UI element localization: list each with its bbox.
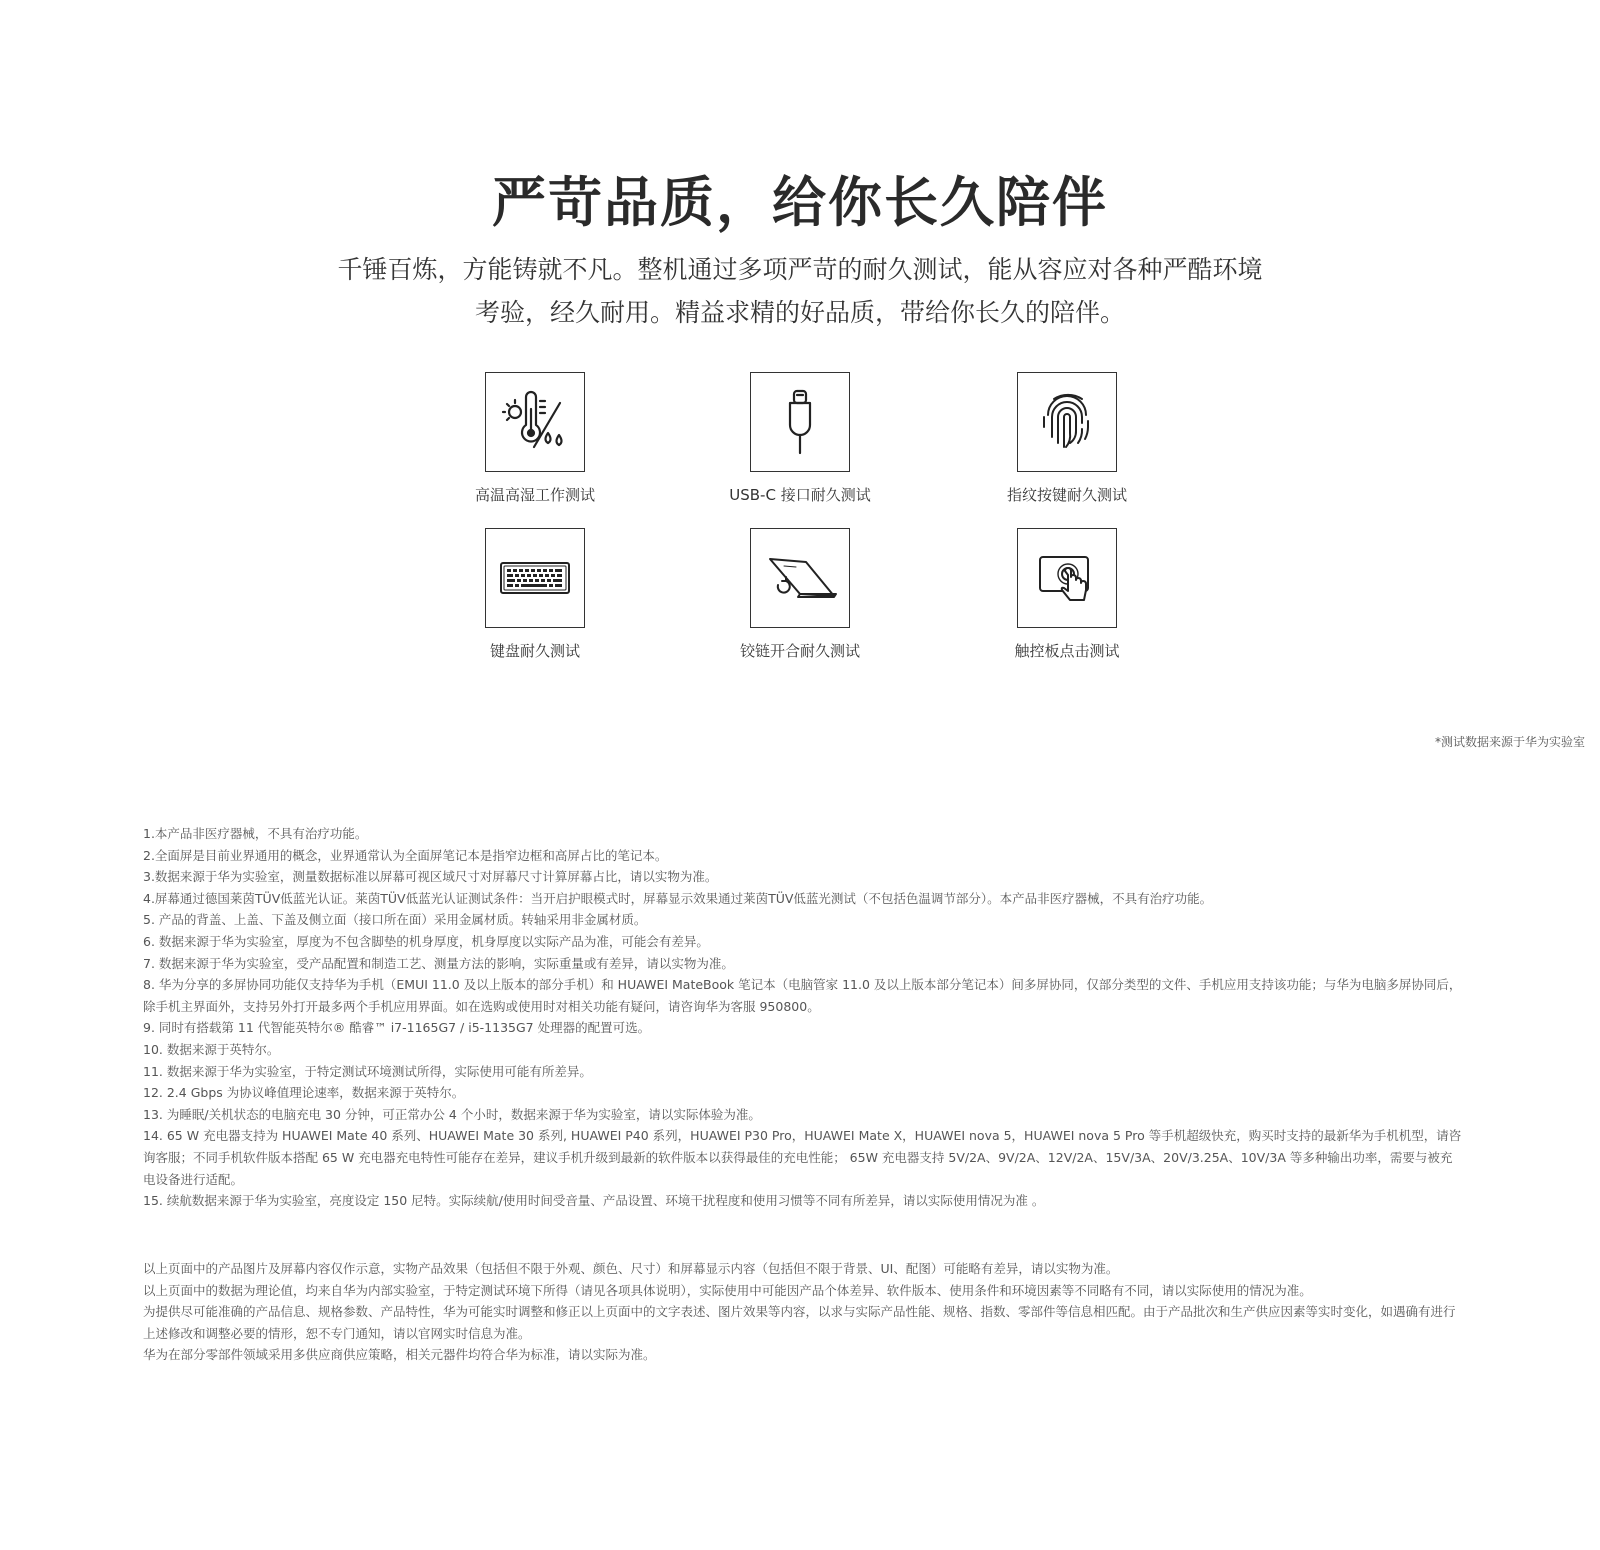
test-item-hinge — [690, 528, 910, 661]
footnote: 10. 数据来源于英特尔。 — [143, 1041, 280, 1057]
usb-c-cable-icon — [750, 372, 850, 472]
footnotes-list — [143, 823, 1463, 1212]
footnote: 7. 数据来源于华为实验室，受产品配置和制造工艺、测量方法的影响，实际重量或有差异，请以实物为准。 — [143, 955, 734, 971]
footnote: 14. 65 W 充电器支持为 HUAWEI Mate 40 系列、HUAWEI Mate 30 系列, HUAWEI P40 系列，HUAWEI P30 Pro，HUAWEI Mate X，HUAWEI nova 5，HUAWEI nova 5 Pro 等手机超级快充，购买时支持的最新华为手机机型，请咨询客服；不同手机软件版本搭配 65 W 充电器充电特性可能存在差异，建议手机升级到最新的软件版本以获得最佳的充电性能； 65W 充电器支持 5V/2A、9V/2A、12V/2A、15V/3A、20V/3.25A、10V/3A 等多种输出功率，需要与被充电设备进行适配。 — [143, 1128, 1462, 1187]
footnote: 1.本产品非医疗器械，不具有治疗功能。 — [143, 826, 368, 841]
subtitle-line-2: 考验，经久耐用。精益求精的好品质，带给你长久的陪伴。 — [474, 298, 1125, 327]
footnote: 12. 2.4 Gbps 为协议峰值理论速率，数据来源于英特尔。 — [143, 1085, 465, 1101]
subtitle-line-1: 千锤百炼，方能铸就不凡。整机通过多项严苛的耐久测试，能从容应对各种严酷环境 — [337, 255, 1263, 284]
keyboard-icon — [485, 528, 585, 628]
touchpad-tap-icon — [1017, 528, 1117, 628]
test-item-touchpad — [957, 528, 1177, 661]
durability-tests-grid — [0, 0, 1600, 700]
fingerprint-icon — [1017, 372, 1117, 472]
test-label: 高温高湿工作测试 — [474, 486, 595, 504]
footnote: 5. 产品的背盖、上盖、下盖及侧立面（接口所在面）采用金属材质。转轴采用非金属材质。 — [143, 912, 647, 928]
disclaimer: 华为在部分零部件领域采用多供应商供应策略，相关元器件均符合华为标准，请以实际为准。 — [143, 1347, 656, 1363]
test-item-usb-c — [690, 372, 910, 505]
footnote: 8. 华为分享的多屏协同功能仅支持华为手机（EMUI 11.0 及以上版本的部分手机）和 HUAWEI MateBook 笔记本（电脑管家 11.0 及以上版本部分笔记本）间多屏协同，仅部分类型的文件、手机应用支持该功能；与华为电脑多屏协同后，除手机主界面外，支持另外打开最多两个手机应用界面。如在选购或使用时对相关功能有疑问，请咨询华为客服 950800。 — [143, 977, 1462, 1014]
disclaimer: 为提供尽可能准确的产品信息、规格参数、产品特性，华为可能实时调整和修正以上页面中的文字表述、图片效果等内容，以求与实际产品性能、规格、指数、零部件等信息相匹配。由于产品批次和生产供应因素等实时变化，如遇确有进行上述修改和调整必要的情形，恕不专门通知，请以官网实时信息为准。 — [143, 1304, 1456, 1341]
test-label: 键盘耐久测试 — [489, 642, 580, 660]
disclaimer: 以上页面中的产品图片及屏幕内容仅作示意，实物产品效果（包括但不限于外观、颜色、尺寸）和屏幕显示内容（包括但不限于背景、UI、配图）可能略有差异，请以实物为准。 — [143, 1261, 1119, 1276]
footnote: 3.数据来源于华为实验室，测量数据标准以屏幕可视区域尺寸对屏幕尺寸计算屏幕占比，请以实物为准。 — [143, 869, 718, 885]
footnote: 6. 数据来源于华为实验室，厚度为不包含脚垫的机身厚度，机身厚度以实际产品为准，可能会有差异。 — [143, 933, 709, 949]
footnote: 11. 数据来源于华为实验室，于特定测试环境测试所得，实际使用可能有所差异。 — [143, 1063, 592, 1079]
disclaimer: 以上页面中的数据为理论值，均来自华为内部实验室，于特定测试环境下所得（请见各项具体说明），实际使用中可能因产品个体差异、软件版本、使用条件和环境因素等不同略有不同，请以实际使用的情况为准。 — [143, 1282, 1312, 1298]
test-label: 铰链开合耐久测试 — [739, 642, 860, 660]
page-title: 严苛品质，给你长久陪伴 — [492, 171, 1108, 234]
footnote: 2.全面屏是目前业界通用的概念，业界通常认为全面屏笔记本是指窄边框和高屏占比的笔记本。 — [143, 847, 668, 863]
footnote: 13. 为睡眠/关机状态的电脑充电 30 分钟，可正常办公 4 个小时，数据来源于华为实验室，请以实际体验为准。 — [143, 1106, 761, 1122]
disclaimers-list — [143, 1258, 1463, 1366]
test-label: 指纹按键耐久测试 — [1006, 486, 1127, 504]
test-label: 触控板点击测试 — [1014, 642, 1120, 660]
thermometer-humidity-icon — [485, 372, 585, 472]
footnote: 4.屏幕通过德国莱茵TÜV低蓝光认证。莱茵TÜV低蓝光认证测试条件：当开启护眼模式时，屏幕显示效果通过莱茵TÜV低蓝光测试（不包括色温调节部分）。本产品非医疗器械，不具有治疗功能。 — [143, 890, 1213, 906]
laptop-hinge-icon — [750, 528, 850, 628]
test-label: USB-C 接口耐久测试 — [729, 486, 871, 504]
footnote: 15. 续航数据来源于华为实验室，亮度设定 150 尼特。实际续航/使用时间受音量、产品设置、环境干扰程度和使用习惯等不同有所差异，请以实际使用情况为准 。 — [143, 1193, 1045, 1209]
test-item-fingerprint — [957, 372, 1177, 505]
test-item-keyboard — [425, 528, 645, 661]
footnote: 9. 同时有搭载第 11 代智能英特尔® 酷睿™ i7-1165G7 / i5-1135G7 处理器的配置可选。 — [143, 1020, 651, 1036]
lab-data-note: *测试数据来源于华为实验室 — [1434, 735, 1585, 749]
test-item-heat-humidity — [425, 372, 645, 505]
